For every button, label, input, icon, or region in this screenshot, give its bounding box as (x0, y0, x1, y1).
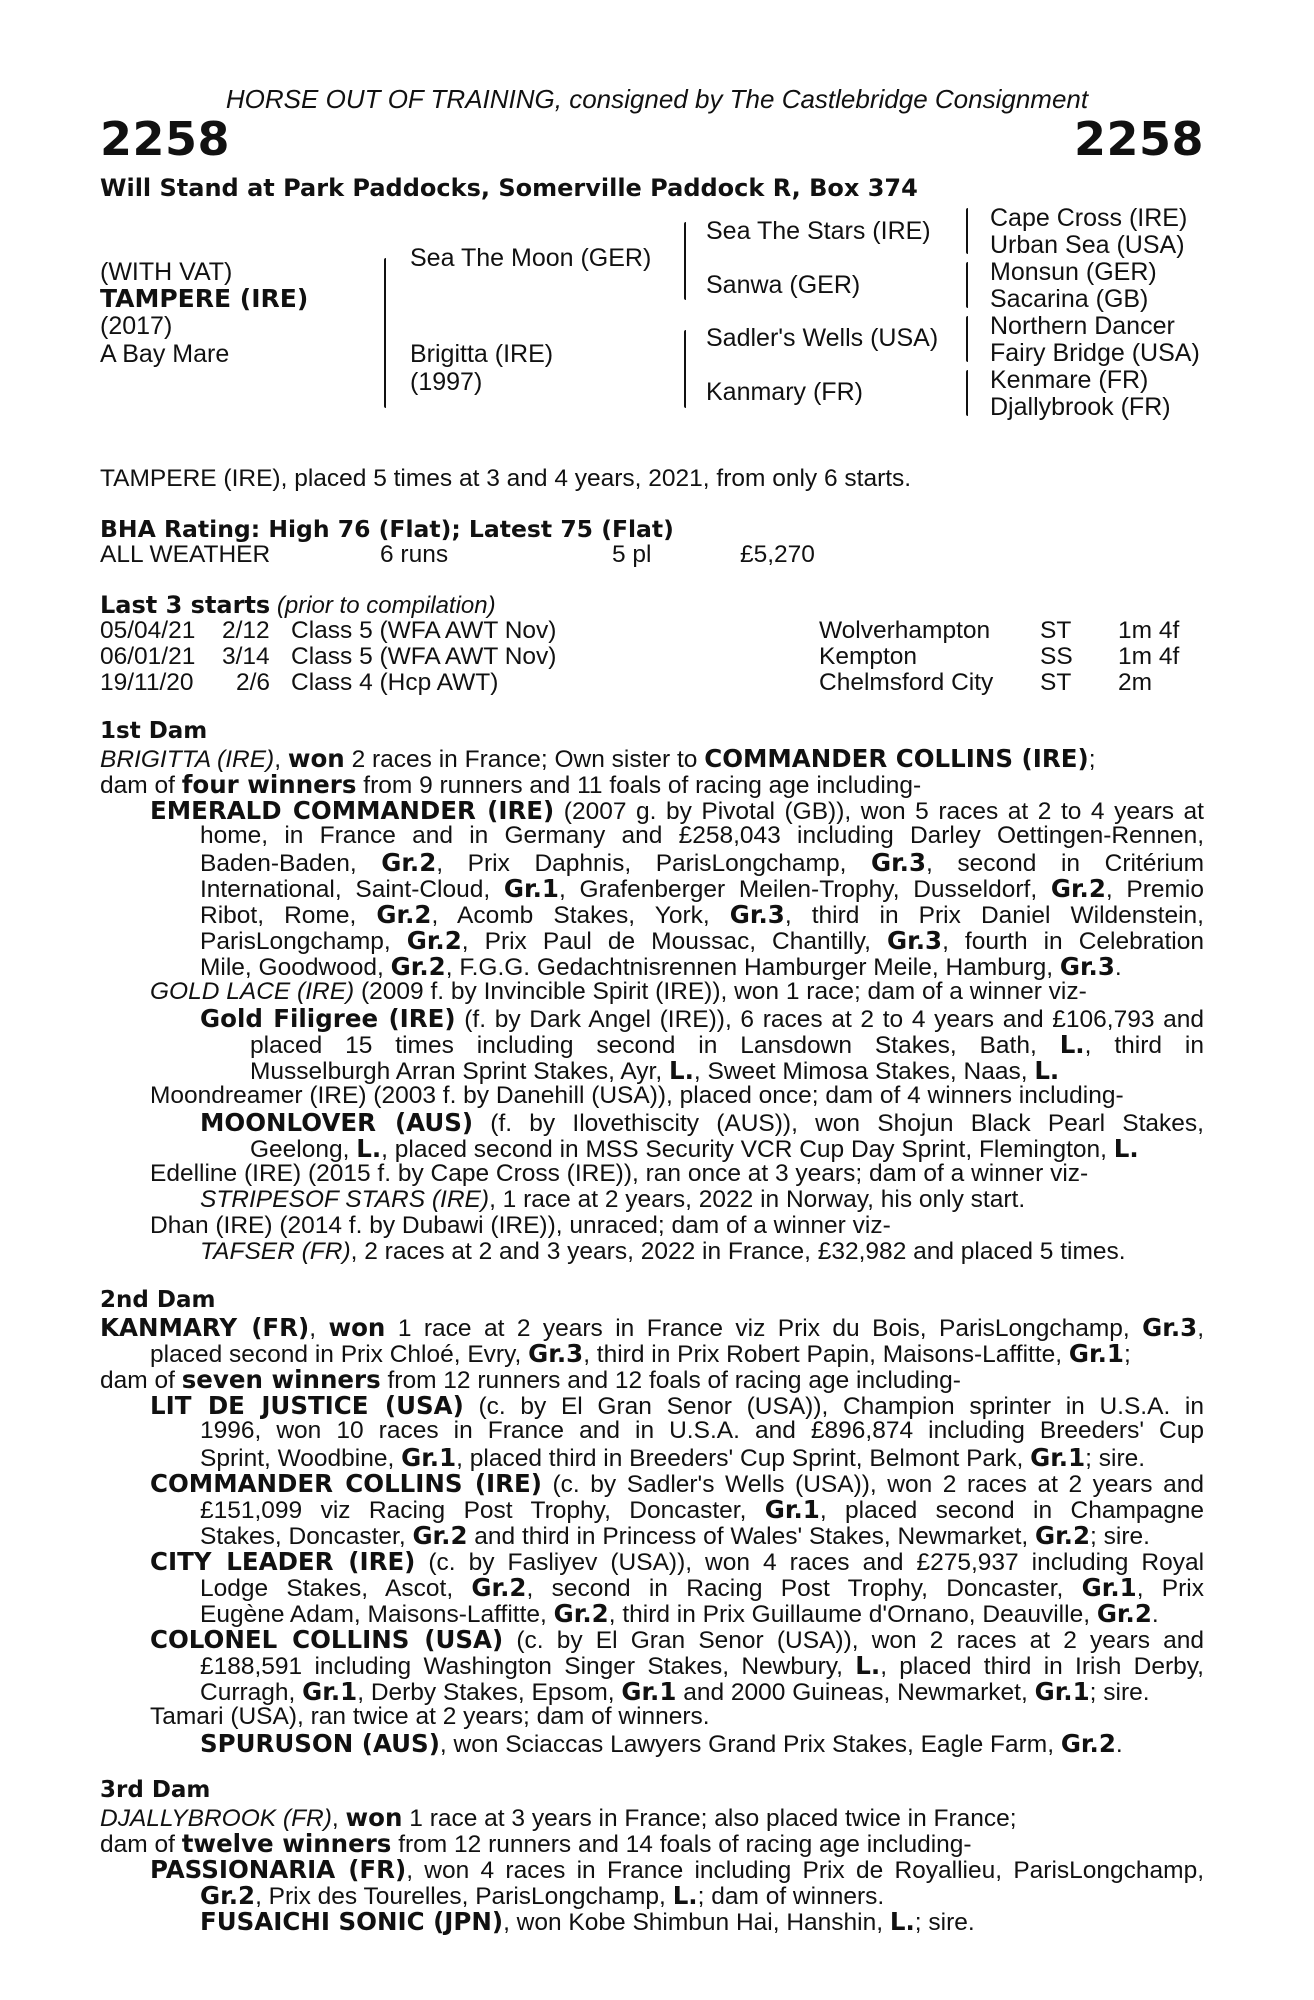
lit-line-2 (200, 1417, 1204, 1445)
grade: Gr.3 (887, 926, 943, 955)
grade: Gr.1 (1034, 1677, 1090, 1706)
start-class: Class 5 (WFA AWT Nov) (291, 617, 557, 644)
grade: Gr.2 (381, 848, 437, 877)
text: dam of (100, 772, 182, 799)
text: , Prix Daphnis, ParisLongchamp, (436, 850, 871, 877)
text: , Premio (1105, 876, 1204, 903)
vat-note: (WITH VAT) (100, 258, 233, 286)
text: 1996, won 10 races in France and in U.S.A. and £896,874 including Breeders' Cup (200, 1417, 1204, 1444)
text: , third in Prix Daniel Wildenstein, (784, 902, 1204, 929)
text: , (331, 1805, 346, 1832)
text: dam of (100, 1831, 182, 1858)
winners-count: seven winners (181, 1365, 381, 1394)
stand-location: Will Stand at Park Paddocks, Somerville Paddock R, Box 374 (100, 174, 918, 202)
text: ; sire. (1090, 1523, 1150, 1550)
grade: Gr.2 (1050, 874, 1106, 903)
horse-description: A Bay Mare (100, 340, 230, 368)
text: Eugène Adam, Maisons-Laffitte, (200, 1601, 554, 1628)
text: Ribot, Rome, (200, 902, 377, 929)
sire-brace (684, 222, 686, 300)
grade: Gr.1 (302, 1677, 358, 1706)
dam-brace (684, 330, 686, 408)
emerald-line-2 (200, 822, 1204, 850)
text: , won Sciaccas Lawyers Grand Prix Stakes, Eagle Farm, (439, 1731, 1061, 1758)
horse-name: COLONEL COLLINS (USA) (150, 1625, 504, 1654)
horse-name: MOONLOVER (AUS) (200, 1108, 474, 1137)
text: (c. by El Gran Senor (USA)), Champion sprinter in U.S.A. in (463, 1393, 1204, 1420)
text: , 1 race at 2 years, 2022 in Norway, his only start. (489, 1186, 1026, 1213)
moondreamer-line: Moondreamer (IRE) (2003 f. by Danehill (USA)), placed once; dam of 4 winners including- (150, 1082, 1124, 1109)
dam-name: BRIGITTA (IRE) (100, 746, 275, 773)
sibling-name: COMMANDER COLLINS (IRE) (704, 744, 1089, 773)
text: and 2000 Guineas, Newmarket, (676, 1679, 1035, 1706)
text: (c. by El Gran Senor (USA)), won 2 races at 2 years and (503, 1627, 1204, 1654)
text: , Sweet Mimosa Stakes, Naas, (693, 1058, 1035, 1085)
horse-name: FUSAICHI SONIC (JPN) (200, 1907, 504, 1936)
start-class: Class 5 (WFA AWT Nov) (291, 643, 557, 670)
text: , Acomb Stakes, York, (431, 902, 730, 929)
last-starts-note: (prior to compilation) (276, 592, 496, 619)
ss-brace (966, 208, 968, 254)
grade: Gr.3 (528, 1339, 584, 1368)
start-going: SS (1040, 643, 1073, 670)
text: , fourth in Celebration (942, 928, 1204, 955)
text: (2009 f. by Invincible Spirit (IRE)), won 1 race; dam of a winner viz- (354, 978, 1087, 1005)
text: Baden-Baden, (200, 850, 382, 877)
spuruson-line (200, 1729, 1204, 1759)
text: . (1114, 954, 1122, 981)
horse-name: EMERALD COMMANDER (IRE) (150, 796, 555, 825)
text: , (309, 1315, 329, 1342)
text: Stakes, Doncaster, (200, 1523, 413, 1550)
start-distance: 2m (1118, 669, 1153, 696)
start-going: ST (1040, 669, 1072, 696)
rating-runs: 6 runs (380, 541, 449, 568)
text: ; (1088, 746, 1096, 773)
grade: Gr.1 (621, 1677, 677, 1706)
grade: Gr.1 (503, 874, 559, 903)
text: , third in Prix Guillaume d'Ornano, Deauville, (608, 1601, 1097, 1628)
text: , second in Critérium (926, 850, 1204, 877)
grade: Gr.2 (471, 1573, 527, 1602)
text: £151,099 viz Racing Post Trophy, Doncaster, (200, 1497, 765, 1524)
text: (f. by Ilovethiscity (AUS)), won Shojun Black Pearl Stakes, (473, 1110, 1204, 1137)
consignment-header: HORSE OUT OF TRAINING, consigned by The Castlebridge Consignment (225, 84, 1089, 114)
text: and third in Princess of Wales' Stakes, Newmarket, (467, 1523, 1035, 1550)
grade: Gr.1 (401, 1443, 457, 1472)
horse-name: TAMPERE (IRE) (100, 284, 309, 313)
grade: Gr.2 (1060, 1729, 1116, 1758)
pedigree-brace (384, 258, 386, 408)
text: , Grafenberger Meilen-Trophy, Dusseldorf, (558, 876, 1051, 903)
rating-surface: ALL WEATHER (100, 541, 271, 568)
grade: L. (1113, 1134, 1139, 1163)
text: , won 4 races in France including Prix de Royallieu, ParisLongchamp, (406, 1857, 1204, 1884)
text: (c. by Fasliyev (USA)), won 4 races and £275,937 including Royal (415, 1549, 1205, 1576)
text: Sprint, Woodbine, (200, 1445, 402, 1472)
text: placed second in Prix Chloé, Evry, (150, 1341, 529, 1368)
last-starts-title: Last 3 starts (100, 591, 271, 619)
text: , Prix Paul de Moussac, Chantilly, (461, 928, 888, 955)
dam-dam: Kanmary (FR) (706, 378, 863, 406)
horse-name: SPURUSON (AUS) (200, 1729, 440, 1758)
horse-name: Gold Filigree (IRE) (200, 1004, 456, 1033)
grade: Gr.2 (412, 1521, 468, 1550)
text: ; sire. (914, 1909, 975, 1936)
ds-brace (966, 316, 968, 362)
race-summary: TAMPERE (IRE), placed 5 times at 3 and 4 years, 2021, from only 6 starts. (100, 465, 912, 492)
grade: Gr.3 (729, 900, 785, 929)
horse-name: PASSIONARIA (FR) (150, 1855, 407, 1884)
horse-name: COMMANDER COLLINS (IRE) (150, 1469, 542, 1498)
text: from 12 runners and 14 foals of racing age including- (391, 1831, 972, 1858)
grade: L. (1059, 1030, 1085, 1059)
grade: Gr.2 (376, 900, 432, 929)
start-class: Class 4 (Hcp AWT) (291, 669, 499, 696)
text: . (1151, 1601, 1159, 1628)
text: ; sire. (1085, 1445, 1146, 1472)
grade: Gr.1 (1030, 1443, 1086, 1472)
edelline-line: Edelline (IRE) (2015 f. by Cape Cross (IRE)), ran once at 3 years; dam of a winner viz- (150, 1160, 1089, 1187)
text: , won Kobe Shimbun Hai, Hanshin, (503, 1909, 890, 1936)
text: Curragh, (200, 1679, 303, 1706)
text: ; (1123, 1341, 1131, 1368)
start-date: 06/01/21 (100, 643, 196, 670)
last-starts-heading (100, 591, 496, 620)
second-dam-heading: 2nd Dam (100, 1287, 216, 1313)
start-date: 19/11/20 (100, 669, 194, 696)
text: , F.G.G. Gedachtnisrennen Hamburger Meile, Hamburg, (445, 954, 1060, 981)
dam-dam-sire: Kenmare (FR) (990, 366, 1149, 394)
dam-sire-sire: Northern Dancer (990, 312, 1175, 340)
text: 2 races in France; Own sister to (344, 746, 705, 773)
start-course: Chelmsford City (819, 669, 994, 696)
text: Mile, Goodwood, (200, 954, 391, 981)
sire-dam: Sanwa (GER) (706, 271, 861, 299)
horse-name: CITY LEADER (IRE) (150, 1547, 416, 1576)
horse-year: (2017) (100, 312, 173, 340)
text: ; sire. (1089, 1679, 1150, 1706)
dam-year: (1997) (410, 368, 483, 396)
text: Musselburgh Arran Sprint Stakes, Ayr, (250, 1058, 669, 1085)
first-dam-heading: 1st Dam (100, 718, 208, 744)
grade: Gr.2 (200, 1881, 256, 1910)
text: , second in Racing Post Trophy, Doncaster, (526, 1575, 1082, 1602)
lot-number-left: 2258 (100, 112, 231, 166)
text: (2007 g. by Pivotal (GB)), won 5 races at 2 to 4 years at (554, 798, 1204, 825)
text: , placed third in Irish Derby, (880, 1653, 1204, 1680)
start-distance: 1m 4f (1118, 617, 1180, 644)
grade: Gr.2 (1034, 1521, 1091, 1550)
dhan-line: Dhan (IRE) (2014 f. by Dubawi (IRE)), unraced; dam of a winner viz- (150, 1212, 891, 1239)
grade: Gr.1 (764, 1495, 820, 1524)
text: home, in France and in Germany and £258,043 including Darley Oettingen-Rennen, (200, 822, 1204, 849)
grade: Gr.3 (1059, 952, 1115, 981)
rating-earnings: £5,270 (740, 541, 815, 568)
text: £188,591 including Washington Singer Stakes, Newbury, (200, 1653, 856, 1680)
sd-brace (966, 262, 968, 308)
text: , third in Prix Robert Papin, Maisons-Laffitte, (583, 1341, 1069, 1368)
grade: Gr.3 (870, 848, 927, 877)
text: from 9 runners and 11 foals of racing age including- (356, 772, 922, 799)
horse-name: STRIPESOF STARS (IRE) (200, 1186, 490, 1213)
won-label: won (328, 1313, 386, 1342)
text: dam of (100, 1367, 182, 1394)
start-course: Kempton (819, 643, 918, 670)
text: , 2 races at 2 and 3 years, 2022 in France, £32,982 and placed 5 times. (350, 1238, 1126, 1265)
lot-number-right: 2258 (1073, 112, 1204, 166)
text: (c. by Sadler's Wells (USA)), won 2 races at 2 years and (541, 1471, 1204, 1498)
text: , placed second in MSS Security VCR Cup Day Sprint, Flemington, (381, 1136, 1114, 1163)
grade: L. (889, 1907, 915, 1936)
dam-name: KANMARY (FR) (100, 1313, 310, 1342)
text: from 12 runners and 12 foals of racing age including- (380, 1367, 961, 1394)
start-position: 2/12 (222, 617, 270, 644)
grade: Gr.2 (1096, 1599, 1152, 1628)
text: , Prix (1136, 1575, 1204, 1602)
winners-count: twelve winners (181, 1829, 392, 1858)
text: ParisLongchamp, (200, 928, 407, 955)
text: , placed second in Champagne (819, 1497, 1204, 1524)
stripesof-line (200, 1186, 1204, 1214)
rating-placed: 5 pl (612, 541, 652, 568)
sire-sire-sire: Cape Cross (IRE) (990, 204, 1188, 232)
sire-dam-sire: Monsun (GER) (990, 258, 1157, 286)
horse-name: GOLD LACE (IRE) (150, 978, 355, 1005)
third-dam-heading: 3rd Dam (100, 1777, 211, 1803)
dd-brace (966, 370, 968, 416)
text: , (274, 746, 288, 773)
grade: Gr.2 (390, 952, 446, 981)
winners-count: four winners (181, 770, 357, 799)
sire-dam-dam: Sacarina (GB) (990, 285, 1149, 313)
grade: L. (668, 1056, 694, 1085)
dam-name: DJALLYBROOK (FR) (100, 1805, 332, 1832)
text: , Derby Stakes, Epsom, (357, 1679, 622, 1706)
grade: L. (356, 1134, 382, 1163)
sire-sire: Sea The Stars (IRE) (706, 217, 931, 245)
text: Geelong, (250, 1136, 357, 1163)
start-going: ST (1040, 617, 1072, 644)
text: placed 15 times including second in Lansdown Stakes, Bath, (250, 1032, 1060, 1059)
text: . (1115, 1731, 1123, 1758)
sire-sire-dam: Urban Sea (USA) (990, 231, 1185, 259)
horse-name: TAFSER (FR) (200, 1238, 351, 1265)
text: 1 race at 3 years in France; also placed twice in France; (402, 1805, 1017, 1832)
dam-sire-dam: Fairy Bridge (USA) (990, 339, 1200, 367)
sire: Sea The Moon (GER) (410, 244, 652, 272)
start-date: 05/04/21 (100, 617, 196, 644)
tafser-line (200, 1238, 1204, 1266)
fusaichi-line (200, 1907, 1204, 1937)
tamari-line: Tamari (USA), ran twice at 2 years; dam of winners. (150, 1703, 710, 1730)
grade: Gr.1 (1068, 1339, 1124, 1368)
start-course: Wolverhampton (819, 617, 991, 644)
dam-sire: Sadler's Wells (USA) (706, 324, 939, 352)
text: ; dam of winners. (697, 1883, 885, 1910)
text: , (1197, 1315, 1204, 1342)
grade: L. (855, 1651, 881, 1680)
text: Lodge Stakes, Ascot, (200, 1575, 472, 1602)
text: , placed third in Breeders' Cup Sprint, Belmont Park, (456, 1445, 1031, 1472)
grade: Gr.3 (1142, 1313, 1198, 1342)
grade: Gr.2 (406, 926, 462, 955)
dam-dam-dam: Djallybrook (FR) (990, 393, 1171, 421)
grade: Gr.1 (1081, 1573, 1137, 1602)
start-position: 3/14 (222, 643, 270, 670)
grade: Gr.2 (553, 1599, 609, 1628)
bha-rating: BHA Rating: High 76 (Flat); Latest 75 (Flat) (100, 515, 674, 543)
start-position: 2/6 (236, 669, 271, 696)
text: (f. by Dark Angel (IRE)), 6 races at 2 to 4 years and £106,793 and (455, 1006, 1204, 1033)
horse-name: LIT DE JUSTICE (USA) (150, 1391, 464, 1420)
text: , third in (1084, 1032, 1204, 1059)
won-label: won (345, 1803, 403, 1832)
text: 1 race at 2 years in France viz Prix du Bois, ParisLongchamp, (385, 1315, 1143, 1342)
text: International, Saint-Cloud, (200, 876, 504, 903)
start-distance: 1m 4f (1118, 643, 1180, 670)
won-label: won (287, 744, 345, 773)
gold-lace-line (150, 978, 1204, 1006)
grade: L. (1034, 1056, 1060, 1085)
text: , Prix des Tourelles, ParisLongchamp, (255, 1883, 673, 1910)
grade: L. (672, 1881, 698, 1910)
dam: Brigitta (IRE) (410, 340, 554, 368)
